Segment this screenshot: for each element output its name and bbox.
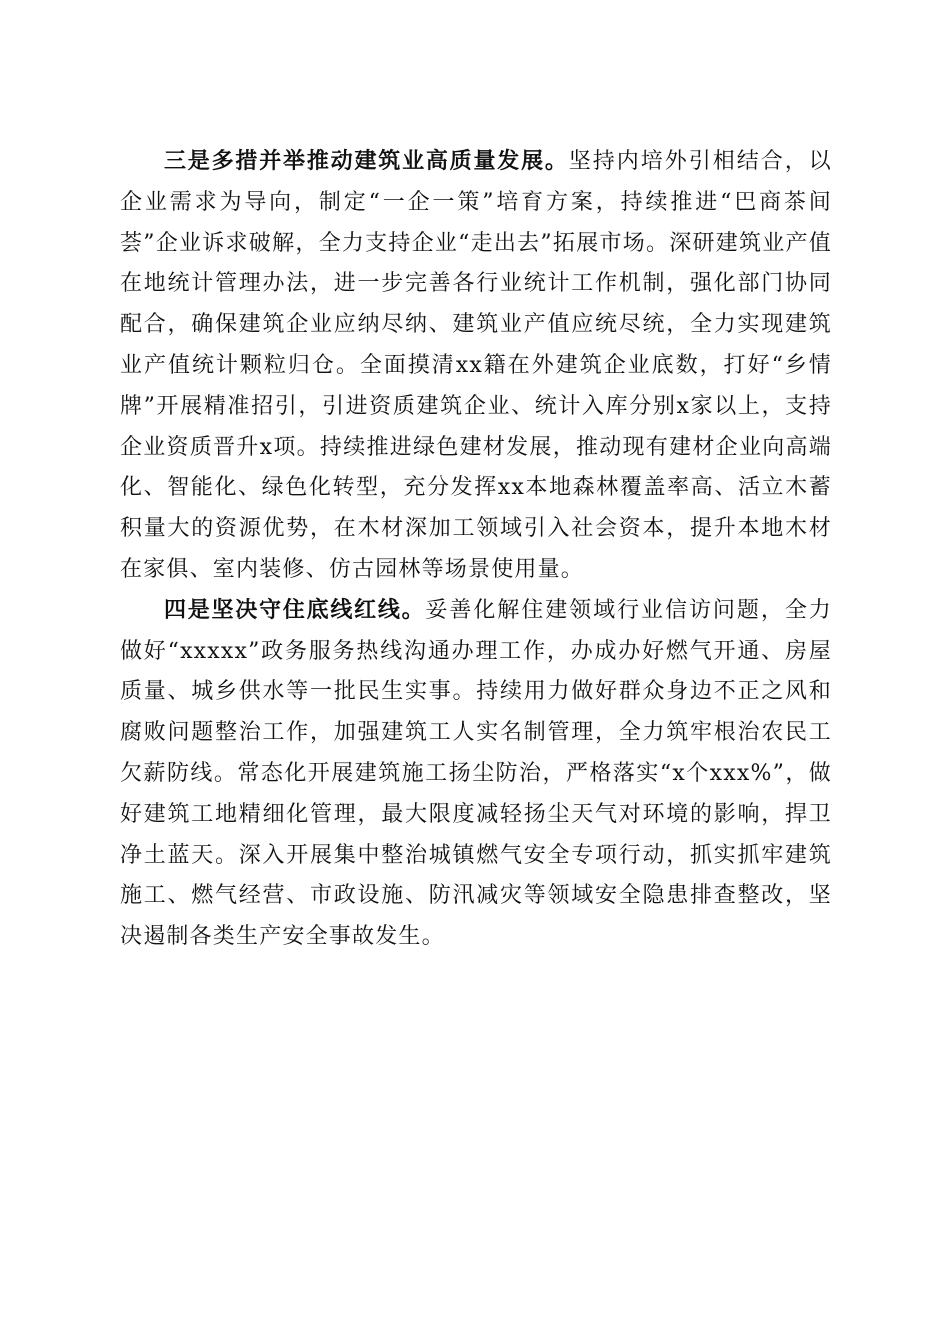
paragraph-text: 坚持内培外引相结合，以企业需求为导向，制定“一企一策”培育方案，持续推进“巴商茶间荟”企业诉求破解，全力支持企业“走出去”拓展市场。深研建筑业产值在地统计管理办法，进一步完善各行业统计工作机制，强化部门协同配合，确保建筑企业应纳尽纳、建筑业产值应统尽统，全力实现建筑业产值统计颗粒归仓。全面摸清xx籍在外建筑企业底数，打好“乡情牌”开展精准招引，引进资质建筑企业、统计入库分别x家以上，支持企业资质晋升x项。持续推进绿色建材发展，推动现有建材企业向高端化、智能化、绿色化转型，充分发挥xx本地森林覆盖率高、活立木蓄积量大的资源优势，在木材深加工领域引入社会资本，提升本地木材在家俱、室内装修、仿古园林等场景使用量。 bbox=[120, 149, 832, 582]
paragraph-lead: 三是多措并举推动建筑业高质量发展。 bbox=[164, 149, 569, 174]
paragraph-bottom-line bbox=[120, 591, 832, 958]
document-body bbox=[120, 142, 832, 958]
paragraph-lead: 四是坚决守住底线红线。 bbox=[164, 597, 426, 623]
paragraph-construction-industry bbox=[120, 142, 832, 591]
paragraph-text: 妥善化解住建领域行业信访问题，全力做好“xxxxx”政务服务热线沟通办理工作，办成办好燃气开通、房屋质量、城乡供水等一批民生实事。持续用力做好群众身边不正之风和腐败问题整治工作，加强建筑工人实名制管理，全力筑牢根治农民工欠薪防线。常态化开展建筑施工扬尘防治，严格落实“x个xxx%”，做好建筑工地精细化管理，最大限度减轻扬尘天气对环境的影响，捍卫净土蓝天。深入开展集中整治城镇燃气安全专项行动，抓实抓牢建筑施工、燃气经营、市政设施、防汛减灾等领域安全隐患排查整改，坚决遏制各类生产安全事故发生。 bbox=[120, 597, 832, 950]
